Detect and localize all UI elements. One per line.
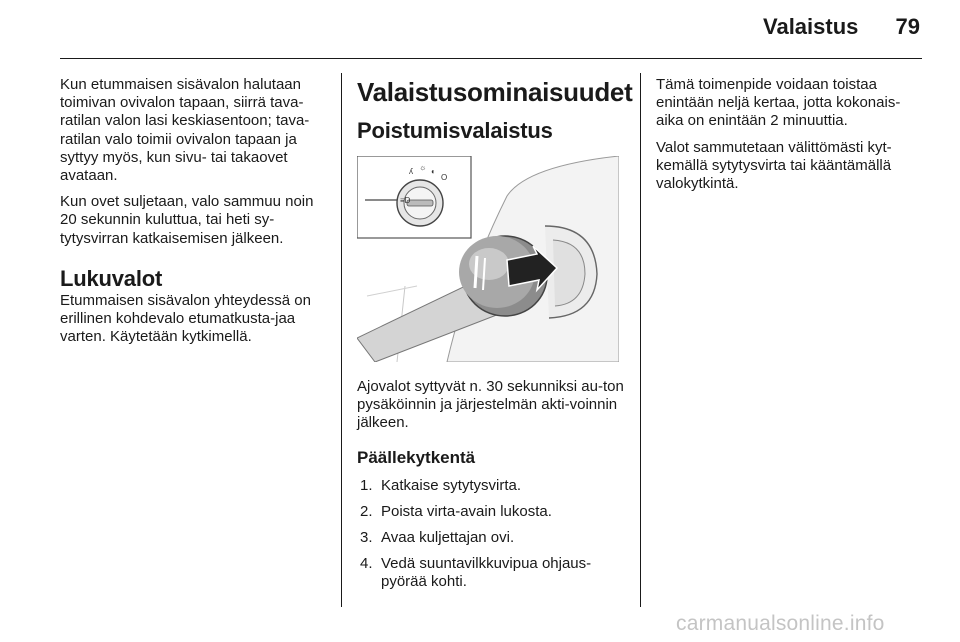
section-title: Valaistus — [763, 14, 859, 39]
figure-turn-signal-lever — [357, 156, 619, 362]
list-item — [357, 555, 625, 591]
section-heading-lukuvalot: Lukuvalot — [60, 265, 163, 291]
list-item — [357, 529, 625, 547]
svg-text:ʎ: ʎ — [409, 167, 413, 176]
column-divider-right — [640, 73, 641, 607]
svg-text:O: O — [441, 173, 448, 182]
body-paragraph: Kun ovet suljetaan, valo sammuu noin 20 sekunnin kuluttua, tai heti sy-tytysvirran katkaisemisen jälkeen. — [60, 193, 314, 247]
step-number: 4. — [360, 555, 373, 573]
subheading-paallekytkenta: Päällekytkentä — [357, 447, 476, 467]
step-text: Vedä suuntavilkkuvipua ohjaus-pyörää kohti. — [381, 555, 592, 591]
figure-caption: Ajovalot syttyvät n. 30 sekunniksi au-ton pysäköinnin ja järjestelmän akti-voinnin jälkeen. — [357, 378, 624, 432]
middle-column — [357, 77, 633, 600]
page-number: 79 — [895, 14, 920, 39]
step-text: Katkaise sytytysvirta. — [381, 476, 522, 494]
step-text: Poista virta-avain lukosta. — [381, 502, 552, 520]
step-number: 3. — [360, 529, 373, 547]
page-header — [0, 0, 960, 62]
header-divider — [60, 58, 922, 59]
right-column — [656, 76, 926, 201]
list-item — [357, 503, 625, 521]
watermark-text: carmanualsonline.info — [676, 612, 885, 635]
list-item — [357, 477, 625, 495]
body-paragraph: Etummaisen sisävalon yhteydessä on erillinen kohdevalo etumatkusta-jaa varten. Käytetään kytkimellä. — [60, 291, 311, 346]
body-paragraph: Tämä toimenpide voidaan toistaa enintään neljä kertaa, jotta kokonais-aika on enintään 2 minuuttia. — [656, 76, 901, 130]
svg-text:☼: ☼ — [419, 163, 427, 172]
svg-text:◐: ◐ — [431, 167, 436, 176]
step-number: 1. — [360, 476, 373, 494]
subheading: Poistumisvalaistus — [357, 118, 553, 143]
body-paragraph: Valot sammutetaan välittömästi kyt-kemällä sytytysvirta tai kääntämällä valokytkintä. — [656, 138, 892, 193]
step-number: 2. — [360, 502, 373, 520]
column-divider-left — [341, 73, 342, 607]
body-paragraph: Kun etummaisen sisävalon halutaan toimivan ovivalon tapaan, siirrä tava-ratilan valon lasi keskiasentoon; tava-ratilan valo toimii ovivalon tapaan ja syttyy myös, kun sivu- tai takaovet avataan. — [60, 76, 310, 185]
main-heading: Valaistusominaisuudet — [357, 77, 633, 107]
steps-list — [357, 477, 625, 592]
step-text: Avaa kuljettajan ovi. — [381, 529, 515, 547]
left-column — [60, 76, 330, 354]
svg-text:≡D: ≡D — [400, 196, 411, 205]
